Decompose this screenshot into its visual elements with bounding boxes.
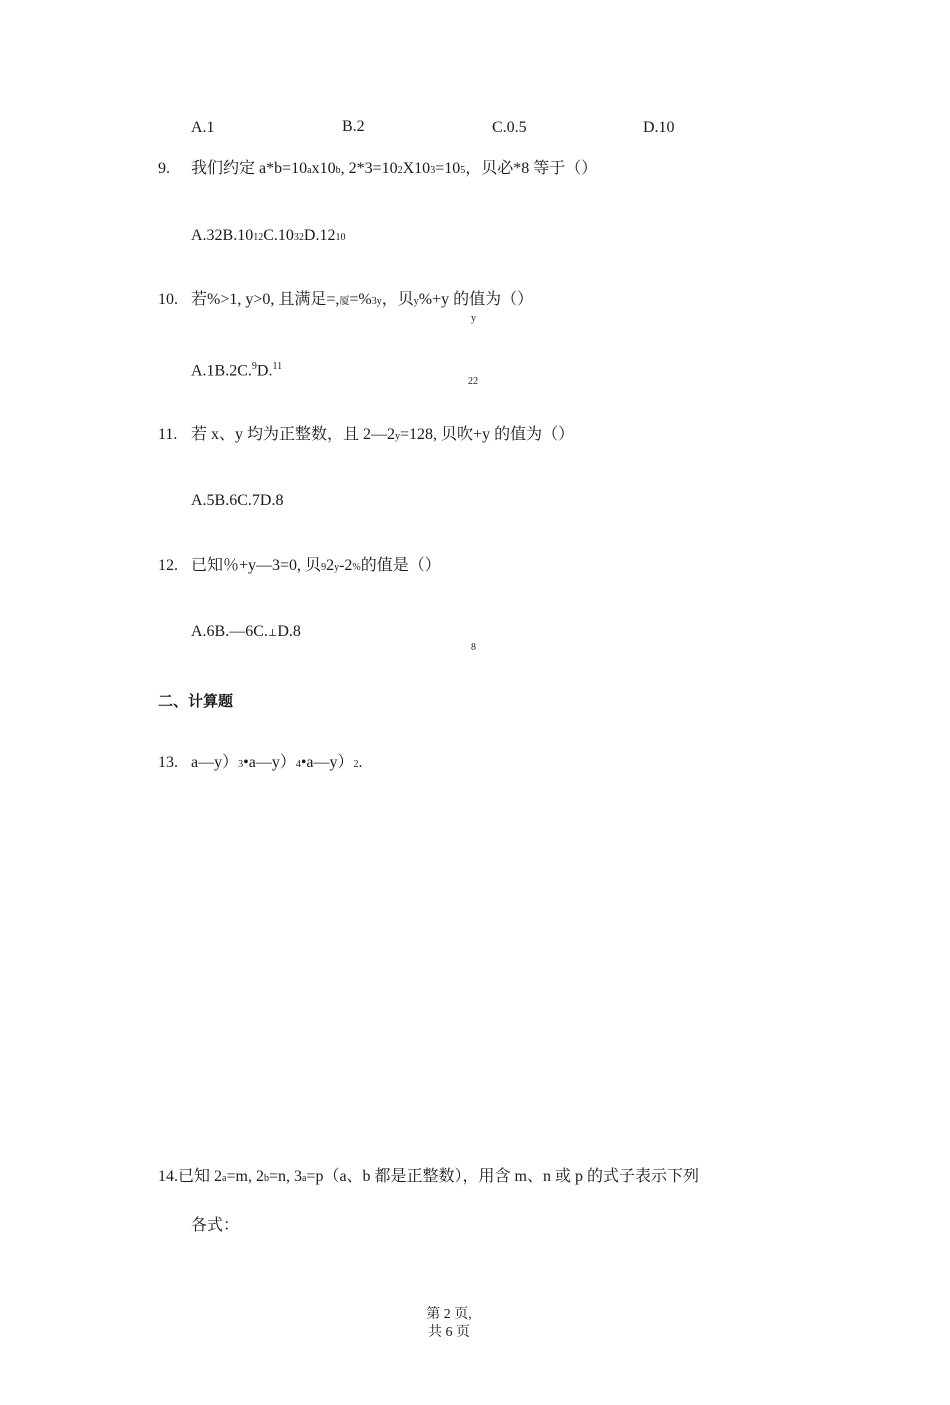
q8-option-d: D.10 [643,119,675,136]
q11-text: 若 x、y 均为正整数，且 2—2y=128, 贝吹+y 的值为（） [191,426,575,443]
q14-text: 14.已知 2a=m, 2b=n, 3a=p（a、b 都是正整数），用含 m、n 或 p 的式子表示下列 [158,1168,699,1185]
page-total: 共 6 页 [428,1325,470,1340]
q10-number: 10. [158,291,178,308]
q8-option-a: A.1 [191,119,215,136]
q12-number: 12. [158,557,178,574]
page-number: 第 2 页, [426,1307,472,1322]
q13-text: a—y）3•a—y）4•a—y）2. [191,754,363,771]
q9-options: A.32B.1012C.1032D.1210 [191,227,346,244]
q10-text: 若%>1, y>0, 且满足=,厦=%3y，贝y%+y 的值为（） [191,291,534,308]
q12-text: 已知％+y—3=0, 贝92y-2%的值是（） [191,557,441,574]
q11-options: A.5B.6C.7D.8 [191,492,284,509]
q9-number: 9. [158,160,170,177]
q12-option-denominator: 8 [471,642,476,653]
q14-text-line2: 各式： [191,1217,240,1234]
q8-option-b: B.2 [342,118,365,135]
q12-options: A.6B.—6C.⊥D.8 [191,623,301,640]
section-title: 二、计算题 [158,692,234,710]
q10-options: A.1B.2C.$^9$D.$^{11}$ [191,361,283,380]
q11-number: 11. [158,426,178,443]
q9-text: 我们约定 a*b=10ax10b, 2*3=102X103=105，贝必*8 等于（） [191,160,598,177]
q10-fraction-denominator: y [471,313,476,324]
q10-option-denominators: 22 [468,376,478,387]
q8-option-c: C.0.5 [492,119,527,136]
q13-number: 13. [158,754,178,771]
